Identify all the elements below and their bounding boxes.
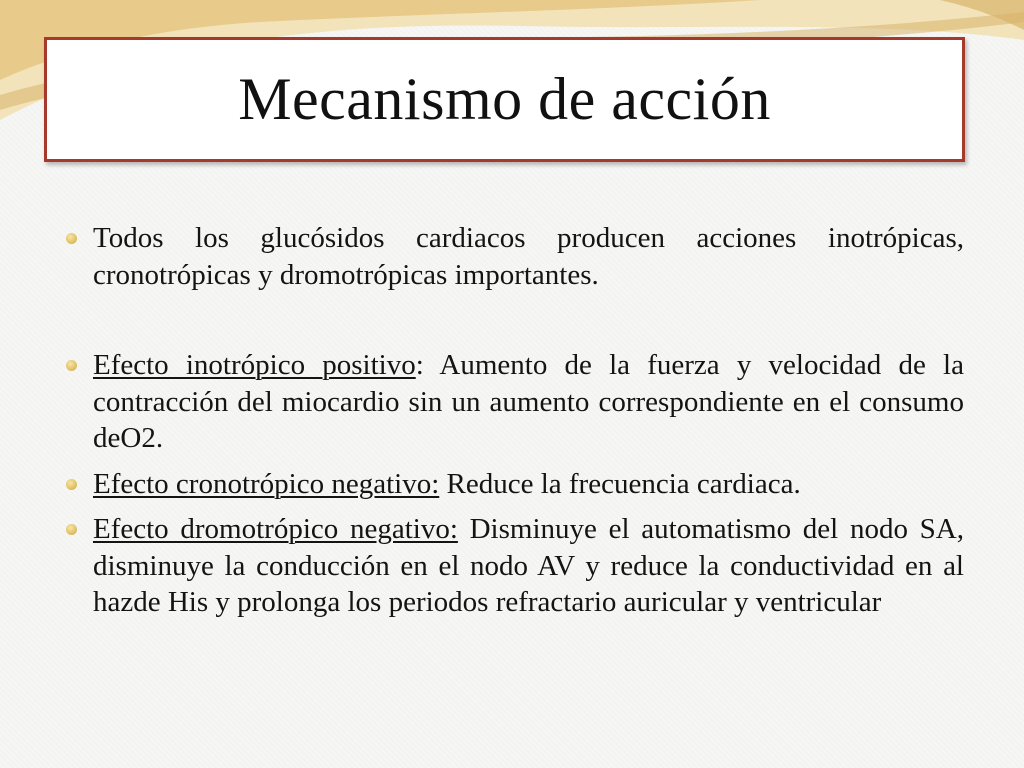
bullet-item: [64, 466, 964, 503]
bullet-list: [64, 220, 964, 621]
bullet-item: [64, 511, 964, 621]
bullet-text: Todos los glucósidos cardiacos producen acciones inotrópicas, cronotrópicas y dromotrópicas importantes.: [93, 222, 964, 291]
slide-title: Mecanismo de acción: [238, 66, 771, 132]
bullet-lead: Efecto dromotrópico negativo:: [93, 513, 458, 545]
bullet-text: : Aumento de la fuerza y velocidad de la contracción del miocardio sin un aumento correspondiente en el consumo deO2.: [93, 349, 964, 454]
bullet-item: [64, 347, 964, 457]
bullet-icon: [66, 479, 77, 490]
bullet-lead: Efecto cronotrópico negativo:: [93, 467, 440, 500]
bullet-text: Reduce la frecuencia cardiaca.: [439, 467, 801, 500]
bullet-text: Disminuye el automatismo del nodo SA, disminuye la conducción en el nodo AV y reduce la conductividad en al hazde His y prolonga los periodos refractario auricular y ventricular: [93, 513, 964, 618]
bullet-item: [64, 220, 964, 293]
bullet-icon: [66, 524, 77, 535]
title-box: [44, 37, 965, 162]
bullet-lead: Efecto inotrópico positivo: [93, 349, 416, 381]
bullet-icon: [66, 360, 77, 371]
bullet-icon: [66, 233, 77, 244]
